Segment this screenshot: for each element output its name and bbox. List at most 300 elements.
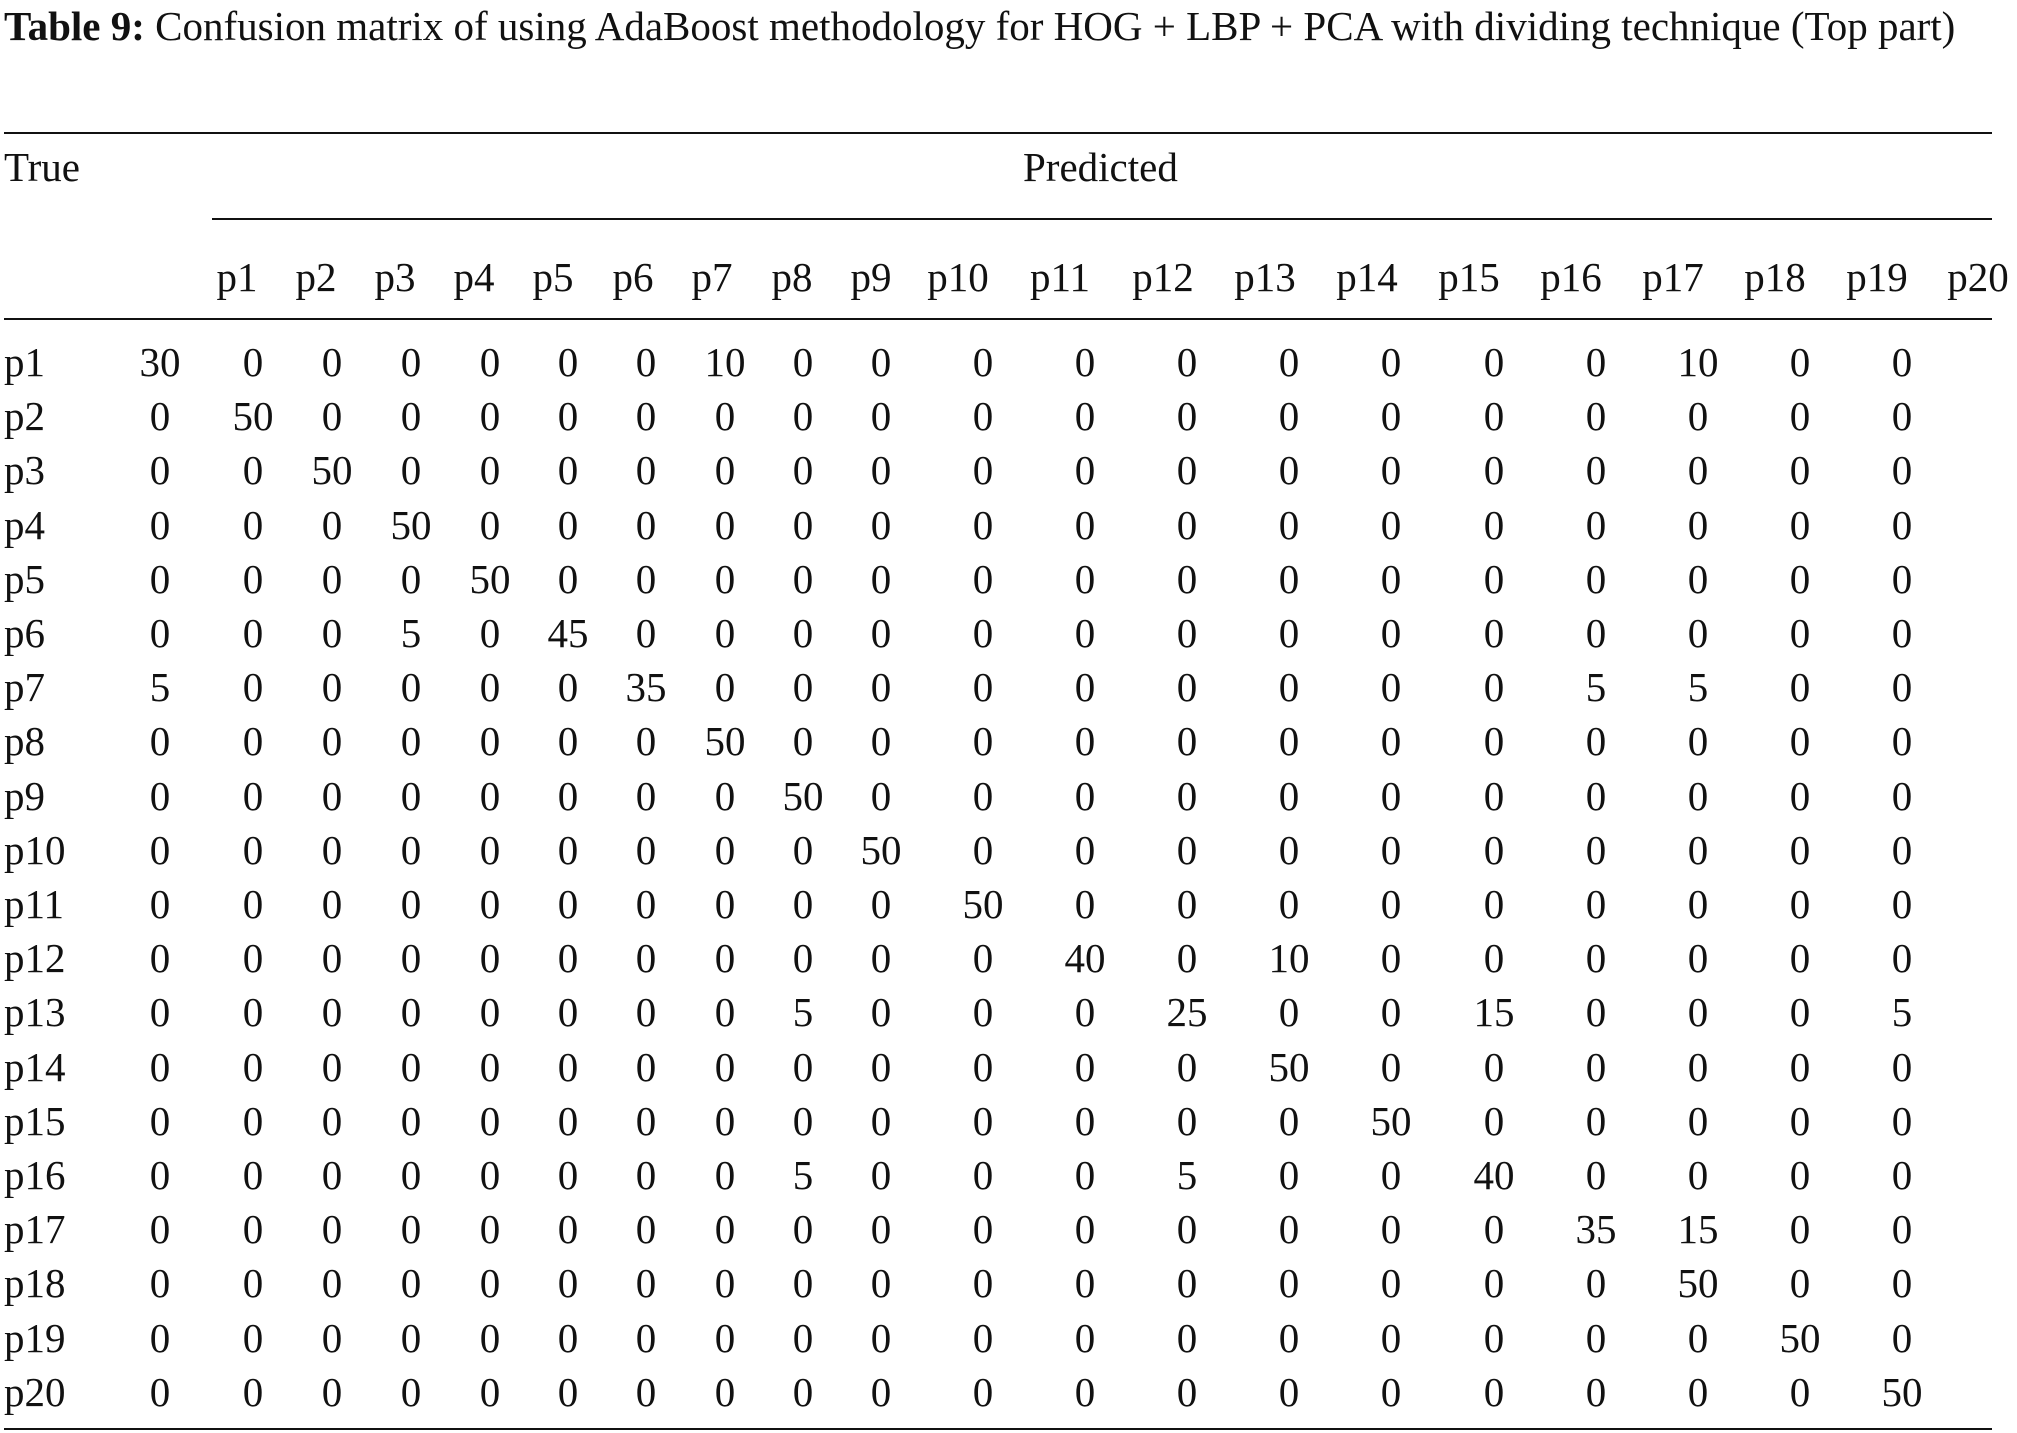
matrix-cell: 50 xyxy=(232,393,274,439)
matrix-cell: 0 xyxy=(1891,827,1913,873)
matrix-cell: 0 xyxy=(1687,556,1709,602)
matrix-cell: 0 xyxy=(242,610,264,656)
matrix-cell: 0 xyxy=(635,718,657,764)
matrix-cell: 0 xyxy=(557,718,579,764)
matrix-cell: 0 xyxy=(635,447,657,493)
header-rule xyxy=(4,318,1992,320)
matrix-cell: 0 xyxy=(1891,556,1913,602)
matrix-cell: 0 xyxy=(321,773,343,819)
matrix-cell: 0 xyxy=(1585,1315,1607,1361)
matrix-cell: 0 xyxy=(1891,1206,1913,1252)
matrix-cell: 0 xyxy=(1278,1206,1300,1252)
matrix-cell: 0 xyxy=(1891,935,1913,981)
matrix-cell: 50 xyxy=(962,881,1004,927)
matrix-cell: 0 xyxy=(792,935,814,981)
matrix-cell: 0 xyxy=(792,1260,814,1306)
matrix-cell: 0 xyxy=(1483,556,1505,602)
matrix-cell: 30 xyxy=(139,339,181,385)
matrix-cell: 10 xyxy=(1268,935,1310,981)
matrix-cell: 0 xyxy=(149,827,171,873)
matrix-cell: 40 xyxy=(1473,1152,1515,1198)
matrix-cell: 0 xyxy=(479,881,501,927)
matrix-cell: 0 xyxy=(1074,664,1096,710)
row-header-p7: p7 xyxy=(4,664,45,710)
matrix-cell: 0 xyxy=(1278,1098,1300,1144)
matrix-cell: 0 xyxy=(1380,1206,1402,1252)
matrix-cell: 0 xyxy=(1278,1152,1300,1198)
matrix-cell: 0 xyxy=(1176,339,1198,385)
matrix-cell: 0 xyxy=(479,827,501,873)
true-axis-label: True xyxy=(4,144,80,190)
matrix-cell: 0 xyxy=(557,935,579,981)
matrix-cell: 0 xyxy=(149,447,171,493)
matrix-cell: 0 xyxy=(1176,773,1198,819)
matrix-cell: 0 xyxy=(792,718,814,764)
matrix-cell: 0 xyxy=(1176,610,1198,656)
matrix-cell: 10 xyxy=(704,339,746,385)
matrix-cell: 0 xyxy=(1074,393,1096,439)
matrix-cell: 0 xyxy=(400,664,422,710)
matrix-cell: 50 xyxy=(469,556,511,602)
matrix-cell: 0 xyxy=(792,502,814,548)
matrix-cell: 0 xyxy=(400,827,422,873)
matrix-cell: 0 xyxy=(1176,1206,1198,1252)
matrix-cell: 0 xyxy=(792,664,814,710)
matrix-cell: 0 xyxy=(1789,1044,1811,1090)
column-header-p16: p16 xyxy=(1540,254,1602,300)
matrix-cell: 0 xyxy=(1891,1098,1913,1144)
column-header-p14: p14 xyxy=(1336,254,1398,300)
matrix-cell: 0 xyxy=(400,1206,422,1252)
matrix-cell: 0 xyxy=(870,339,892,385)
matrix-cell: 0 xyxy=(321,1206,343,1252)
matrix-cell: 0 xyxy=(972,1098,994,1144)
caption-text: Confusion matrix of using AdaBoost methodology for HOG + LBP + PCA with dividing technique (Top part) xyxy=(144,3,1956,49)
matrix-cell: 0 xyxy=(321,1098,343,1144)
column-header-p3: p3 xyxy=(374,254,416,300)
matrix-cell: 0 xyxy=(1687,718,1709,764)
matrix-cell: 0 xyxy=(321,881,343,927)
matrix-cell: 0 xyxy=(400,393,422,439)
matrix-cell: 0 xyxy=(1176,502,1198,548)
matrix-cell: 0 xyxy=(1891,1315,1913,1361)
matrix-cell: 0 xyxy=(870,1369,892,1415)
matrix-cell: 0 xyxy=(870,556,892,602)
matrix-cell: 0 xyxy=(149,881,171,927)
matrix-cell: 0 xyxy=(635,556,657,602)
matrix-cell: 0 xyxy=(1074,1098,1096,1144)
matrix-cell: 0 xyxy=(479,989,501,1035)
matrix-cell: 0 xyxy=(557,827,579,873)
matrix-cell: 0 xyxy=(1176,827,1198,873)
matrix-cell: 0 xyxy=(1176,447,1198,493)
matrix-cell: 0 xyxy=(1380,881,1402,927)
matrix-cell: 5 xyxy=(1687,664,1709,710)
matrix-cell: 0 xyxy=(479,718,501,764)
matrix-cell: 0 xyxy=(1789,447,1811,493)
matrix-cell: 0 xyxy=(242,664,264,710)
matrix-cell: 0 xyxy=(242,989,264,1035)
matrix-cell: 0 xyxy=(479,664,501,710)
matrix-cell: 0 xyxy=(1789,664,1811,710)
matrix-cell: 0 xyxy=(1176,1260,1198,1306)
matrix-cell: 0 xyxy=(400,447,422,493)
matrix-cell: 0 xyxy=(557,1044,579,1090)
matrix-cell: 0 xyxy=(557,989,579,1035)
matrix-cell: 0 xyxy=(149,1098,171,1144)
matrix-cell: 0 xyxy=(321,1260,343,1306)
matrix-cell: 0 xyxy=(1176,1369,1198,1415)
matrix-cell: 0 xyxy=(1687,773,1709,819)
matrix-cell: 0 xyxy=(714,1044,736,1090)
matrix-cell: 0 xyxy=(321,1315,343,1361)
matrix-cell: 0 xyxy=(1176,664,1198,710)
matrix-cell: 0 xyxy=(1278,339,1300,385)
matrix-cell: 0 xyxy=(714,1098,736,1144)
matrix-cell: 0 xyxy=(635,1044,657,1090)
matrix-cell: 0 xyxy=(1585,989,1607,1035)
matrix-cell: 0 xyxy=(635,1206,657,1252)
matrix-cell: 0 xyxy=(242,447,264,493)
matrix-cell: 0 xyxy=(321,1369,343,1415)
matrix-cell: 0 xyxy=(870,718,892,764)
matrix-cell: 0 xyxy=(400,339,422,385)
matrix-cell: 5 xyxy=(1585,664,1607,710)
matrix-cell: 0 xyxy=(557,1206,579,1252)
matrix-cell: 0 xyxy=(321,1044,343,1090)
matrix-cell: 0 xyxy=(714,1369,736,1415)
matrix-cell: 0 xyxy=(714,664,736,710)
matrix-cell: 5 xyxy=(1176,1152,1198,1198)
matrix-cell: 0 xyxy=(870,393,892,439)
matrix-cell: 0 xyxy=(1380,664,1402,710)
matrix-cell: 0 xyxy=(557,1369,579,1415)
matrix-cell: 0 xyxy=(972,393,994,439)
matrix-cell: 0 xyxy=(792,827,814,873)
row-header-p15: p15 xyxy=(4,1098,66,1144)
matrix-cell: 0 xyxy=(242,827,264,873)
matrix-cell: 0 xyxy=(1789,1152,1811,1198)
matrix-cell: 0 xyxy=(242,1315,264,1361)
matrix-cell: 0 xyxy=(242,881,264,927)
column-header-p8: p8 xyxy=(771,254,813,300)
matrix-cell: 0 xyxy=(1074,1260,1096,1306)
matrix-cell: 0 xyxy=(557,1152,579,1198)
matrix-cell: 0 xyxy=(1789,718,1811,764)
matrix-cell: 0 xyxy=(1176,1315,1198,1361)
matrix-cell: 0 xyxy=(321,664,343,710)
matrix-cell: 0 xyxy=(870,502,892,548)
matrix-cell: 0 xyxy=(1585,502,1607,548)
matrix-cell: 0 xyxy=(972,827,994,873)
matrix-cell: 0 xyxy=(557,393,579,439)
matrix-cell: 0 xyxy=(557,881,579,927)
matrix-cell: 0 xyxy=(1074,556,1096,602)
matrix-cell: 0 xyxy=(1891,339,1913,385)
matrix-cell: 0 xyxy=(792,881,814,927)
matrix-cell: 5 xyxy=(792,989,814,1035)
matrix-cell: 0 xyxy=(1278,502,1300,548)
matrix-cell: 0 xyxy=(1380,556,1402,602)
matrix-cell: 50 xyxy=(1268,1044,1310,1090)
matrix-cell: 0 xyxy=(635,827,657,873)
matrix-cell: 0 xyxy=(479,1369,501,1415)
matrix-cell: 0 xyxy=(635,502,657,548)
matrix-cell: 0 xyxy=(714,989,736,1035)
matrix-cell: 0 xyxy=(714,502,736,548)
matrix-cell: 0 xyxy=(792,339,814,385)
matrix-cell: 0 xyxy=(1789,1098,1811,1144)
matrix-cell: 0 xyxy=(1483,718,1505,764)
matrix-cell: 0 xyxy=(149,935,171,981)
matrix-cell: 0 xyxy=(1585,881,1607,927)
matrix-cell: 0 xyxy=(714,1152,736,1198)
matrix-cell: 0 xyxy=(1585,773,1607,819)
matrix-cell: 0 xyxy=(1483,881,1505,927)
matrix-cell: 0 xyxy=(1278,393,1300,439)
matrix-cell: 0 xyxy=(1585,339,1607,385)
row-header-p14: p14 xyxy=(4,1044,66,1090)
matrix-cell: 0 xyxy=(714,827,736,873)
matrix-cell: 0 xyxy=(400,1315,422,1361)
matrix-cell: 25 xyxy=(1166,989,1208,1035)
matrix-cell: 0 xyxy=(479,1206,501,1252)
matrix-cell: 0 xyxy=(479,1260,501,1306)
matrix-cell: 0 xyxy=(149,989,171,1035)
matrix-cell: 0 xyxy=(1278,881,1300,927)
matrix-cell: 5 xyxy=(1891,989,1913,1035)
matrix-cell: 0 xyxy=(1483,1315,1505,1361)
matrix-cell: 0 xyxy=(242,773,264,819)
matrix-cell: 0 xyxy=(972,1152,994,1198)
matrix-cell: 0 xyxy=(242,556,264,602)
matrix-cell: 0 xyxy=(149,1152,171,1198)
matrix-cell: 0 xyxy=(242,1260,264,1306)
matrix-cell: 0 xyxy=(1585,556,1607,602)
row-header-p2: p2 xyxy=(4,393,45,439)
matrix-cell: 0 xyxy=(149,1369,171,1415)
matrix-cell: 50 xyxy=(311,447,353,493)
row-header-p9: p9 xyxy=(4,773,45,819)
matrix-cell: 0 xyxy=(1278,718,1300,764)
matrix-cell: 50 xyxy=(782,773,824,819)
matrix-cell: 0 xyxy=(1380,989,1402,1035)
matrix-cell: 0 xyxy=(1585,1152,1607,1198)
column-header-p15: p15 xyxy=(1438,254,1500,300)
matrix-cell: 0 xyxy=(1483,1098,1505,1144)
matrix-cell: 0 xyxy=(1483,827,1505,873)
matrix-cell: 0 xyxy=(870,935,892,981)
matrix-cell: 0 xyxy=(792,1369,814,1415)
matrix-cell: 10 xyxy=(1677,339,1719,385)
matrix-cell: 0 xyxy=(479,502,501,548)
matrix-cell: 0 xyxy=(792,556,814,602)
matrix-cell: 0 xyxy=(1789,339,1811,385)
matrix-cell: 0 xyxy=(1380,502,1402,548)
matrix-cell: 0 xyxy=(714,1260,736,1306)
matrix-cell: 0 xyxy=(1483,773,1505,819)
matrix-cell: 0 xyxy=(972,502,994,548)
matrix-cell: 0 xyxy=(972,610,994,656)
matrix-cell: 0 xyxy=(242,718,264,764)
matrix-cell: 0 xyxy=(1789,1260,1811,1306)
matrix-cell: 0 xyxy=(1278,447,1300,493)
matrix-cell: 0 xyxy=(1891,718,1913,764)
matrix-cell: 0 xyxy=(1074,718,1096,764)
matrix-cell: 0 xyxy=(972,447,994,493)
matrix-cell: 0 xyxy=(1891,881,1913,927)
matrix-cell: 0 xyxy=(1483,1260,1505,1306)
matrix-cell: 0 xyxy=(321,989,343,1035)
matrix-cell: 0 xyxy=(557,502,579,548)
matrix-cell: 0 xyxy=(972,339,994,385)
matrix-cell: 35 xyxy=(1575,1206,1617,1252)
matrix-cell: 0 xyxy=(400,773,422,819)
matrix-cell: 50 xyxy=(390,502,432,548)
matrix-cell: 0 xyxy=(149,773,171,819)
column-header-p1: p1 xyxy=(216,254,258,300)
matrix-cell: 0 xyxy=(149,556,171,602)
matrix-cell: 0 xyxy=(870,1152,892,1198)
matrix-cell: 0 xyxy=(972,1044,994,1090)
matrix-cell: 0 xyxy=(792,1098,814,1144)
matrix-cell: 0 xyxy=(1585,393,1607,439)
matrix-cell: 0 xyxy=(635,935,657,981)
matrix-cell: 0 xyxy=(870,1260,892,1306)
matrix-cell: 0 xyxy=(321,393,343,439)
matrix-cell: 0 xyxy=(1687,989,1709,1035)
matrix-cell: 0 xyxy=(1585,1044,1607,1090)
matrix-cell: 0 xyxy=(557,447,579,493)
matrix-cell: 0 xyxy=(1789,827,1811,873)
matrix-cell: 0 xyxy=(792,393,814,439)
matrix-cell: 5 xyxy=(400,610,422,656)
matrix-cell: 0 xyxy=(1074,339,1096,385)
column-header-p7: p7 xyxy=(691,254,733,300)
matrix-cell: 0 xyxy=(1891,1260,1913,1306)
matrix-cell: 0 xyxy=(714,393,736,439)
matrix-cell: 0 xyxy=(1891,664,1913,710)
matrix-cell: 0 xyxy=(400,718,422,764)
matrix-cell: 0 xyxy=(1176,881,1198,927)
matrix-cell: 0 xyxy=(242,502,264,548)
matrix-cell: 0 xyxy=(1380,1152,1402,1198)
matrix-cell: 0 xyxy=(149,1206,171,1252)
matrix-cell: 0 xyxy=(400,1044,422,1090)
matrix-cell: 0 xyxy=(1483,1206,1505,1252)
matrix-cell: 0 xyxy=(321,339,343,385)
matrix-cell: 0 xyxy=(1278,664,1300,710)
matrix-cell: 0 xyxy=(1789,989,1811,1035)
matrix-cell: 0 xyxy=(242,1152,264,1198)
matrix-cell: 0 xyxy=(242,1098,264,1144)
matrix-cell: 0 xyxy=(479,447,501,493)
matrix-cell: 0 xyxy=(1176,718,1198,764)
matrix-cell: 0 xyxy=(479,1315,501,1361)
matrix-cell: 0 xyxy=(635,1098,657,1144)
matrix-cell: 0 xyxy=(1891,502,1913,548)
row-header-p1: p1 xyxy=(4,339,45,385)
matrix-cell: 0 xyxy=(1789,935,1811,981)
matrix-cell: 0 xyxy=(792,447,814,493)
matrix-cell: 0 xyxy=(1278,1315,1300,1361)
column-header-p2: p2 xyxy=(295,254,337,300)
matrix-cell: 0 xyxy=(1687,935,1709,981)
matrix-cell: 0 xyxy=(1074,1152,1096,1198)
row-header-p8: p8 xyxy=(4,718,45,764)
matrix-cell: 0 xyxy=(1789,881,1811,927)
matrix-cell: 0 xyxy=(1074,447,1096,493)
matrix-cell: 0 xyxy=(1687,1315,1709,1361)
row-header-p18: p18 xyxy=(4,1260,66,1306)
matrix-cell: 0 xyxy=(1176,1044,1198,1090)
matrix-cell: 0 xyxy=(479,773,501,819)
matrix-cell: 0 xyxy=(1585,827,1607,873)
matrix-cell: 0 xyxy=(1380,1369,1402,1415)
matrix-cell: 0 xyxy=(1176,1098,1198,1144)
caption-label: Table 9: xyxy=(4,3,145,49)
matrix-cell: 0 xyxy=(1074,773,1096,819)
matrix-cell: 0 xyxy=(1380,773,1402,819)
matrix-cell: 0 xyxy=(242,1206,264,1252)
matrix-cell: 0 xyxy=(714,1206,736,1252)
matrix-cell: 0 xyxy=(1380,1260,1402,1306)
matrix-cell: 0 xyxy=(557,1098,579,1144)
matrix-cell: 0 xyxy=(321,610,343,656)
matrix-cell: 0 xyxy=(242,339,264,385)
matrix-cell: 0 xyxy=(1687,502,1709,548)
matrix-cell: 0 xyxy=(400,1369,422,1415)
matrix-cell: 0 xyxy=(400,881,422,927)
matrix-cell: 0 xyxy=(1278,1369,1300,1415)
matrix-cell: 0 xyxy=(1687,1369,1709,1415)
matrix-cell: 0 xyxy=(792,1206,814,1252)
matrix-cell: 0 xyxy=(400,1152,422,1198)
matrix-cell: 0 xyxy=(1380,447,1402,493)
matrix-cell: 0 xyxy=(870,989,892,1035)
matrix-cell: 0 xyxy=(479,935,501,981)
row-header-p16: p16 xyxy=(4,1152,66,1198)
matrix-cell: 0 xyxy=(1585,610,1607,656)
matrix-cell: 0 xyxy=(635,1369,657,1415)
matrix-cell: 0 xyxy=(1789,393,1811,439)
matrix-cell: 0 xyxy=(1483,339,1505,385)
matrix-cell: 0 xyxy=(1687,1098,1709,1144)
matrix-cell: 0 xyxy=(1789,556,1811,602)
matrix-cell: 0 xyxy=(1074,610,1096,656)
matrix-cell: 0 xyxy=(1483,610,1505,656)
matrix-cell: 0 xyxy=(1380,339,1402,385)
matrix-cell: 0 xyxy=(479,1152,501,1198)
bottom-rule xyxy=(4,1428,1992,1430)
row-header-p11: p11 xyxy=(4,881,64,927)
matrix-cell: 0 xyxy=(1278,773,1300,819)
matrix-cell: 0 xyxy=(972,935,994,981)
row-header-p12: p12 xyxy=(4,935,66,981)
matrix-cell: 5 xyxy=(792,1152,814,1198)
matrix-cell: 0 xyxy=(1789,610,1811,656)
matrix-cell: 0 xyxy=(400,989,422,1035)
matrix-cell: 0 xyxy=(714,935,736,981)
matrix-cell: 0 xyxy=(149,1315,171,1361)
matrix-cell: 0 xyxy=(1483,935,1505,981)
matrix-cell: 0 xyxy=(479,339,501,385)
matrix-cell: 0 xyxy=(1074,1315,1096,1361)
column-header-p19: p19 xyxy=(1846,254,1908,300)
matrix-cell: 50 xyxy=(1881,1369,1923,1415)
matrix-cell: 0 xyxy=(870,1206,892,1252)
matrix-cell: 0 xyxy=(635,339,657,385)
